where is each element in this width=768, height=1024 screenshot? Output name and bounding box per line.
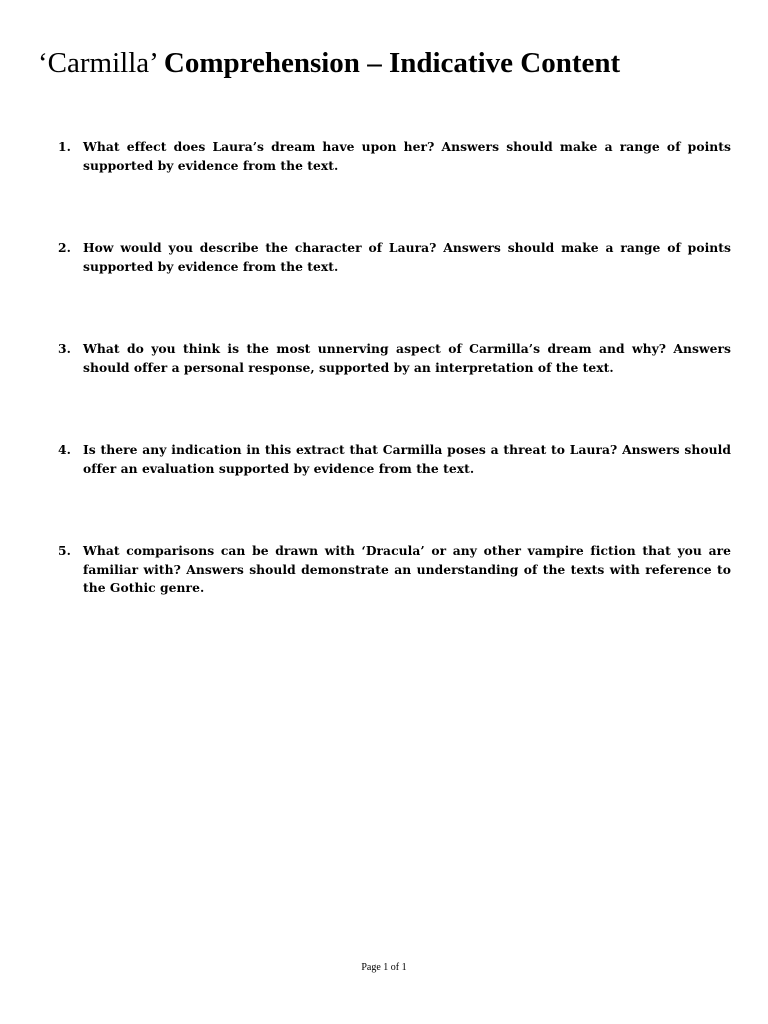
answer-guidance: Answers should offer an evaluation supported by evidence from the text.: [83, 442, 731, 476]
document-title: [38, 44, 738, 82]
question-4: [58, 441, 731, 478]
answer-guidance: Answers should make a range of points supported by evidence from the text.: [83, 240, 731, 274]
answer-guidance: Answers should demonstrate an understanding of the texts with reference to the Gothic genre.: [83, 561, 732, 595]
question-5: [58, 542, 731, 598]
question-body: [83, 542, 731, 598]
question-text: What do you think is the most unnerving aspect of Carmilla’s dream and why?: [83, 341, 667, 356]
answer-guidance: Answers should make a range of points supported by evidence from the text.: [83, 139, 731, 173]
answer-guidance: Answers should offer a personal response, supported by an interpretation of the text.: [83, 341, 731, 375]
question-body: [83, 441, 731, 478]
question-number: 5.: [58, 543, 71, 558]
title-work-name: ‘Carmilla’: [38, 47, 157, 79]
question-number: 4.: [58, 442, 71, 457]
question-body: [83, 239, 731, 276]
question-number: 2.: [58, 240, 71, 255]
title-heading: Comprehension – Indicative Content: [163, 47, 621, 79]
question-text: How would you describe the character of Laura?: [83, 240, 437, 255]
question-number: 1.: [58, 139, 71, 154]
question-text: Is there any indication in this extract that Carmilla poses a threat to Laura?: [83, 442, 618, 457]
question-text: What comparisons can be drawn with ‘Dracula’ or any other vampire fiction that you are familiar with?: [83, 543, 731, 577]
question-body: [83, 340, 731, 377]
page-number: Page 1 of 1: [361, 962, 407, 973]
question-1: [58, 138, 731, 175]
question-2: [58, 239, 731, 276]
question-text: What effect does Laura’s dream have upon her?: [83, 139, 435, 154]
page-footer: [0, 962, 768, 973]
question-number: 3.: [58, 341, 71, 356]
question-body: [83, 138, 731, 175]
question-3: [58, 340, 731, 377]
